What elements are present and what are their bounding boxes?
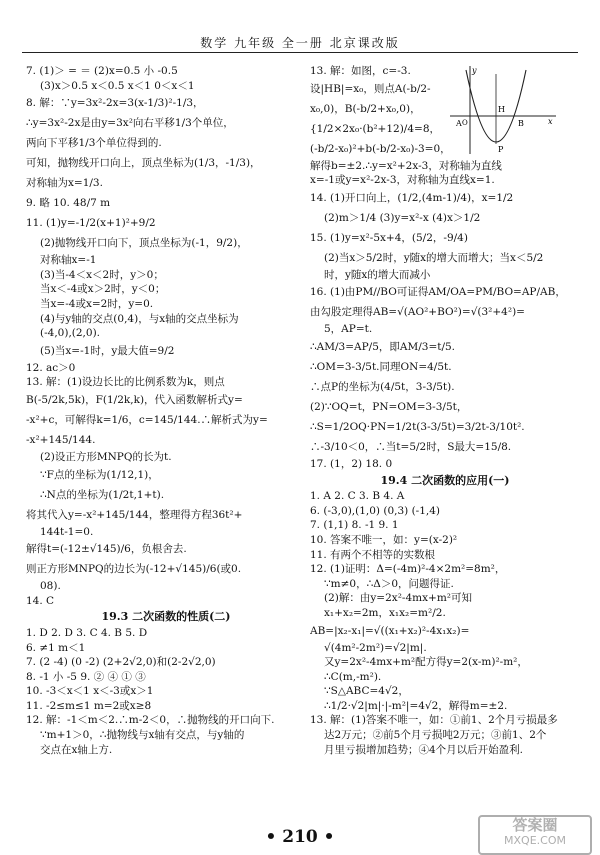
point-a-label: A [456,119,462,128]
answer-line: 08). [40,580,61,593]
answer-line: 7. (1,1) 8. -1 9. 1 [310,519,399,532]
answer-line: ∵m+1＞0，∴抛物线与x轴有交点，与y轴的 [40,729,245,742]
left-answer-column [26,64,306,757]
answer-line: (2)设正方形MNPQ的长为t. [40,450,172,463]
answer-line: 5，AP=t. [324,323,373,336]
answer-line: ∴1/2·√2|m|·|-m²|=4√2，解得m=±2. [324,699,508,712]
answer-line: ∴N点的坐标为(1/2t,1+t). [40,488,165,501]
answer-line: 12. 解：-1＜m＜2.∴m-2＜0，∴抛物线的开口向下. [26,714,275,727]
answer-line: (-4,0),(2,0). [40,327,101,340]
right-answer-column [310,64,580,757]
answer-line: (5)当x=-1时，y最大值=9/2 [40,344,175,357]
answer-line: 16. (1)由PM//BO可证得AM/OA=PM/BO=AP/AB， [310,286,566,299]
answer-line: ∴点P的坐标为(4/5t，3-3/5t). [310,380,455,393]
answer-line: 11. -2≤m≤1 m=2或x≥8 [26,699,152,712]
answer-line: (4)与y轴的交点(0,4)，与x轴的交点坐标为 [40,312,239,325]
answer-line: -x²+145/144. [26,433,96,446]
answer-line: 13. 解：如图，c=-3. [310,65,411,77]
parabola-diagram [448,64,558,156]
answer-line: 9. 略 10. 48/7 m [26,197,111,210]
x-axis-label: x [548,117,553,126]
answer-line: ∴S=1/2OQ·PN=1/2t(3-3/5t)=3/2t-3/10t². [310,420,525,433]
answer-line: -x²+c，可解得k=1/6，c=145/144.∴解析式为y= [26,413,268,426]
answer-line: 则正方形MNPQ的边长为(-12+√145)/6(或0. [26,563,242,576]
answer-line: √(4m²-2m²)=√2|m|. [324,641,427,654]
answer-line: 交点在x轴上方. [40,743,113,756]
y-axis-label: y [472,66,477,75]
answer-line: 7. (1)＞ = ＝ (2)x=0.5 小 -0.5 [26,65,178,77]
answer-line: 月里亏损增加趋势；④4个月以后开始盈利. [324,743,524,756]
answer-line: (2)当x＞5/2时，y随x的增大而增大；当x＜5/2 [324,251,544,264]
answer-line: 由勾股定理得AB=√(AO²+BO²)=√(3²+4²)= [310,306,525,319]
answer-line: ∴-3/10＜0，∴当t=5/2时，S最大=15/8. [310,440,512,453]
header-rule [22,52,578,53]
answer-line: 对称轴为x=1/3. [26,177,103,190]
answer-line: ∴AM/3=AP/5，即AM/3=t/5. [310,340,456,353]
answer-line: 7. (2 -4) (0 -2) (2+2√2,0)和(2-2√2,0) [26,656,216,669]
answer-line: 可知，抛物线开口向上，顶点坐标为(1/3，-1/3)， [26,157,261,170]
answer-line: 17. (1，2) 18. 0 [310,457,393,470]
answer-line: (2)抛物线开口向下，顶点坐标为(-1，9/2)， [40,237,248,250]
answer-line: 13. 解：(1)设边长比的比例系数为k，则点 [26,376,225,389]
answer-line: 14. (1)开口向上，(1/2,(4m-1)/4)，x=1/2 [310,191,514,204]
answer-line: x=-1或y=x²-2x-3，对称轴为直线x=1. [310,174,495,187]
answer-line: 10. 答案不唯一，如：y=(x-2)² [310,533,458,546]
watermark-line2: MXQE.COM [504,834,566,847]
answer-line: ∵F点的坐标为(1/12,1)， [40,468,159,481]
answer-line: 11. 有两个不相等的实数根 [310,548,436,561]
point-b-label: B [518,119,524,128]
watermark-line1: 答案圈 [512,816,558,834]
answer-line: (3)x＞0.5 x＜0.5 x＜1 0＜x＜1 [40,79,195,92]
answer-line: 10. -3＜x＜1 x＜-3或x＞1 [26,685,154,698]
answer-line: 1. D 2. D 3. C 4. B 5. D [26,626,148,639]
answer-line: (-b/2-x₀)²+b(-b/2-x₀)-3=0， [310,142,451,155]
answer-line: B(-5/2k,5k)，F(1/2k,k)，代入函数解析式y= [26,393,243,406]
origin-label: O [462,119,468,127]
answer-line: ∴y=3x²-2x是由y=3x²向右平移1/3个单位， [26,117,234,130]
answer-line: x₀,0)，B(-b/2+x₀,0)， [310,102,421,115]
watermark-logo [478,815,592,855]
page-number: • 210 • [265,827,335,847]
answer-line: (2)m＞1/4 (3)y=x²-x (4)x＞1/2 [324,211,481,224]
answer-line: 解得b=±2.∴y=x²+2x-3，对称轴为直线 [310,159,502,172]
answer-line: 144t-1=0. [40,525,94,538]
point-p-label: P [498,145,504,154]
answer-line: ∴C(m,-m²). [324,670,382,683]
answer-line: (3)当-4＜x＜2时，y＞0； [40,268,164,281]
answer-line: ∵m≠0，∴Δ＞0，问题得证. [324,577,454,590]
answer-line: 当x=-4或x=2时，y=0. [40,297,154,310]
page-header: 数学 九年级 全一册 北京课改版 [200,36,400,50]
answer-line: 解得t=(-12±√145)/6，负根舍去. [26,543,187,556]
answer-line: 6. ≠1 m＜1 [26,641,86,654]
answer-line: 将其代入y=-x²+145/144，整理得方程36t²+ [26,508,243,521]
answer-line: 1. A 2. C 3. B 4. A [310,490,405,503]
answer-line: (2)解：由y=2x²-4mx+m²可知 [324,592,472,605]
section-heading: 19.4 二次函数的应用(一) [380,473,510,487]
answer-line: 13. 解：(1)答案不唯一，如：①前1、2个月亏损最多 [310,714,558,727]
answer-line: {1/2×2x₀·(b²+12)/4=8， [310,122,441,135]
answer-line: x₁+x₂=2m，x₁x₂=m²/2. [324,606,446,619]
answer-line: 对称轴x=-1 [40,254,97,267]
answer-line: 设|HB|=x₀，则点A(-b/2- [310,82,431,95]
answer-line: 14. C [26,594,55,607]
answer-line: 12. (1)证明：Δ=(-4m)²-4×2m²=8m²， [310,563,506,576]
answer-line: 12. ac＞0 [26,361,76,374]
answer-line: 当x＜-4或x＞2时，y＜0； [40,283,166,296]
point-h-label: H [498,105,505,114]
answer-line: 时，y随x的增大而减小 [324,268,431,281]
answer-line: AB=|x₂-x₁|=√((x₁+x₂)²-4x₁x₂)= [310,624,470,637]
answer-line: ∵S△ABC=4√2， [324,685,409,698]
answer-line: 两向下平移1/3个单位得到的. [26,137,162,150]
answer-line: 8. 解：∵y=3x²-2x=3(x-1/3)²-1/3， [26,97,204,110]
answer-line: 6. (-3,0),(1,0) (0,3) (-1,4) [310,504,441,517]
answer-line: 又y=2x²-4mx+m²配方得y=2(x-m)²-m²， [324,656,528,669]
section-heading: 19.3 二次函数的性质(二) [101,610,231,624]
answer-line: 达2万元；②前5个月亏损吨2万元；③前1、2个 [324,729,547,742]
answer-line: 8. -1 小 -5 9. ② ④ ① ③ [26,670,146,683]
answer-line: (2)∵OQ=t，PN=OM=3-3/5t， [310,400,468,413]
answer-line: 15. (1)y=x²-5x+4，(5/2，-9/4) [310,231,468,244]
answer-line: 11. (1)y=-1/2(x+1)²+9/2 [26,217,156,230]
answer-line: ∴OM=3-3/5t.同理ON=4/5t. [310,360,452,373]
